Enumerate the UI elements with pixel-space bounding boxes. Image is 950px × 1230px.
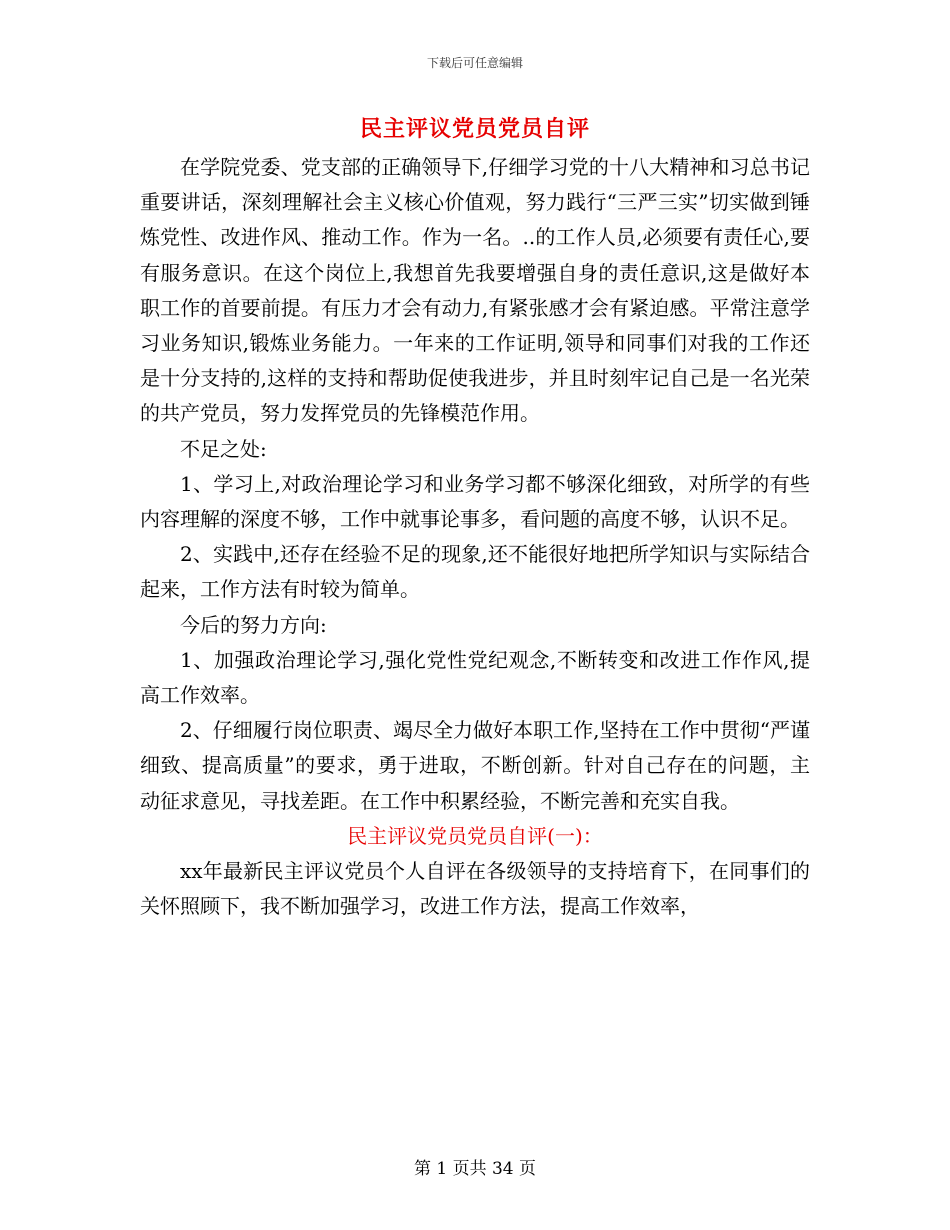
section-label-future-direction: 今后的努力方向: [180,612,327,637]
body-paragraph: 在学院党委、党支部的正确领导下,仔细学习党的十八大精神和习总书记重要讲话，深刻理解社会主义核心价值观，努力践行“三严三实”切实做到锤炼党性、改进作风、推动工作。作为一名。..的工作人员,必须要有责任心,要有服务意识。在这个岗位上,我想首先我要增强自身的责任意识,这是做好本职工作的首要前提。有压力才会有动力,有紧张感才会有紧迫感。平常注意学习业务知识,锻炼业务能力。一年来的工作证明,领导和同事们对我的工作还是十分支持的,这样的支持和帮助促使我进步，并且时刻牢记自己是一名光荣的共产党员，努力发挥党员的先锋模范作用。 [140,155,810,426]
section-subheading: 民主评议党员党员自评(一)： [347,823,603,848]
body-paragraph: 1、加强政治理论学习,强化党性党纪观念,不断转变和改进工作作风,提高工作效率。 [140,647,810,708]
body-paragraph: xx年最新民主评议党员个人自评在各级领导的支持培育下，在同事们的关怀照顾下，我不断加强学习，改进工作方法，提高工作效率， [140,859,810,919]
body-paragraph: 2、仔细履行岗位职责、竭尽全力做好本职工作,坚持在工作中贯彻“严谨细致、提高质量”的要求，勇于进取，不断创新。针对自己存在的问题，主动征求意见，寻找差距。在工作中积累经验，不断完善和充实自我。 [140,718,810,813]
body-paragraph: 1、学习上,对政治理论学习和业务学习都不够深化细致，对所学的有些内容理解的深度不够，工作中就事论事多，看问题的高度不够，认识不足。 [140,471,810,532]
document-title: 民主评议党员党员自评 [359,116,590,142]
body-paragraph: 2、实践中,还存在经验不足的现象,还不能很好地把所学知识与实际结合起来，工作方法有时较为简单。 [140,542,810,602]
section-label-shortcomings: 不足之处: [180,436,267,461]
header-note: 下载后可任意编辑 [426,56,523,70]
page-number-footer: 第 1 页共 34 页 [413,1159,537,1179]
document-body [140,150,810,924]
